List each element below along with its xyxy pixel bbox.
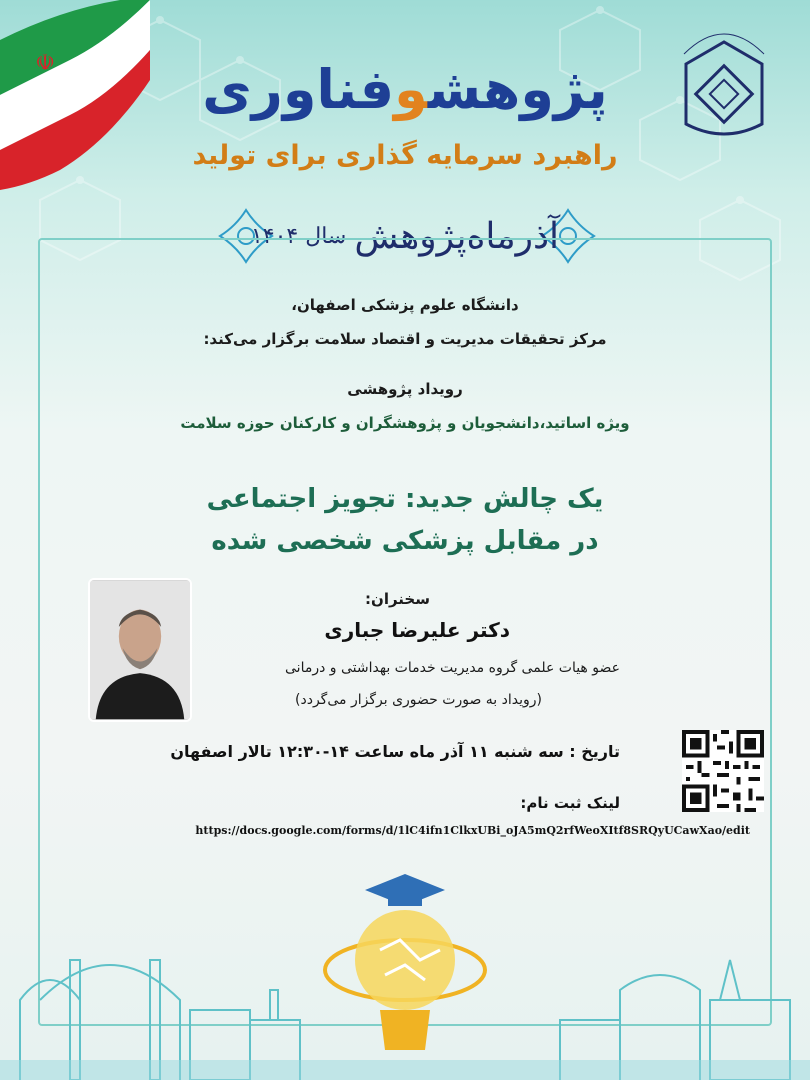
event-topic (60, 478, 750, 562)
intro-line-2: مرکز تحقیقات مدیریت و اقتصاد سلامت برگزار می‌کند: (203, 330, 607, 348)
avatar (90, 580, 190, 720)
speaker-role: عضو هیات علمی گروه مدیریت خدمات بهداشتی و درمانی (285, 660, 620, 676)
event-note: (رویداد به صورت حضوری برگزار می‌گردد) (295, 692, 542, 708)
month-prefix: آذرماه (466, 215, 560, 257)
title-accent: و (394, 58, 428, 121)
topic-line-1: یک چالش جدید: تجویز اجتماعی (206, 484, 604, 514)
speaker-name: دکتر علیرضا جباری (324, 618, 510, 642)
registration-label: لینک ثبت نام: (520, 794, 620, 812)
month-script: پژوهش (354, 215, 467, 257)
svg-text:☫: ☫ (35, 51, 55, 76)
isfahan-skyline-illustration (0, 850, 810, 1080)
qr-code-icon[interactable] (682, 730, 764, 812)
subtitle: راهبرد سرمایه گذاری برای تولید (192, 140, 618, 171)
event-date: تاریخ : سه شنبه ۱۱ آذر ماه ساعت ۱۴-۱۲:۳۰ تالار اصفهان (170, 742, 620, 761)
intro-line-4: ویژه اساتید،دانشجویان و پژوهشگران و کارکنان حوزه سلامت (180, 414, 630, 432)
speaker-photo (88, 578, 192, 722)
title-main: پژوهش (427, 58, 608, 121)
registration-link[interactable]: https://docs.google.com/forms/d/1lC4ifn1ClkxUBi_oJA5mQ2rfWeoXItf8SRQyUCawXao/edit (195, 824, 750, 837)
main-title (0, 58, 810, 121)
intro-line-1: دانشگاه علوم پزشکی اصفهان، (291, 296, 519, 314)
speaker-label: سخنران: (365, 590, 430, 608)
topic-line-2: در مقابل پزشکی شخصی شده (211, 526, 599, 556)
month-year: سال ۱۴۰۴ (250, 223, 347, 249)
title-end: فناوری (202, 58, 395, 121)
intro-line-3: رویداد پژوهشی (347, 380, 463, 398)
